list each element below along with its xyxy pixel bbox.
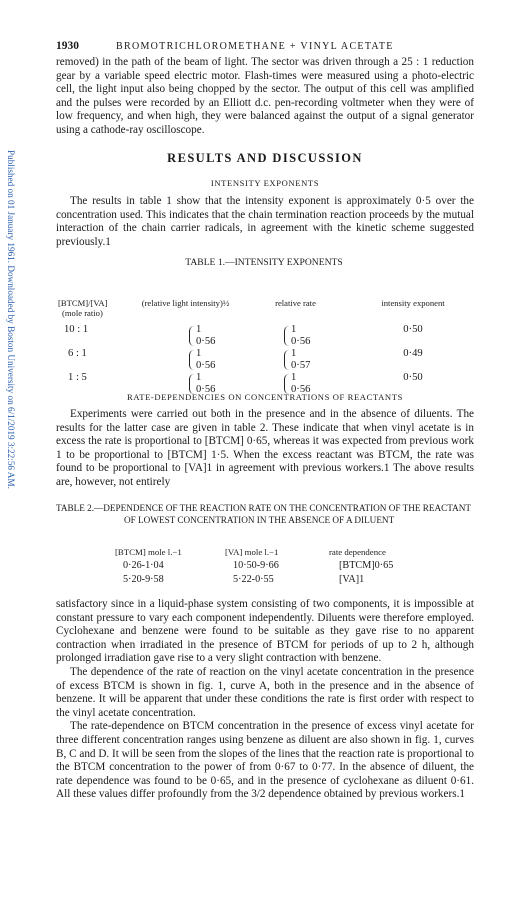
table2-btcm: 5·20-9·58 bbox=[123, 574, 164, 585]
light-value: 1 bbox=[196, 348, 202, 359]
relative-rate-pair bbox=[281, 348, 310, 372]
table2-btcm: 0·26-1·04 bbox=[123, 560, 164, 571]
table-row bbox=[58, 348, 478, 372]
intensity-paragraph bbox=[56, 195, 474, 249]
rate-value: 0·56 bbox=[291, 384, 311, 395]
light-value: 0·56 bbox=[196, 384, 216, 395]
light-value: 0·56 bbox=[196, 360, 216, 371]
table2-dependence: [VA]1 bbox=[339, 574, 365, 585]
light-value: 0·56 bbox=[196, 336, 216, 347]
table2-dependence: [BTCM]0·65 bbox=[339, 560, 394, 571]
rate-text: Experiments were carried out both in the presence and in the absence of diluents. The results for the latter case are given in table 2. These indicate that when vinyl acetate is in excess the rate is proportional to [BTCM] 0·65, whereas it was expected from previous work 1 to be proportional to [BTCM] 1·5. When the excess reactant was BTCM, the rate was found to be proportional to [VA]1 in agreement with previous workers.1 The above results are, however, not entirely bbox=[56, 408, 474, 488]
final-text: The rate-dependence on BTCM concentration in the presence of excess vinyl acetate for three different concentration ranges using benzene as diluent are also shown in fig. 1, curves B, C and D. It will be seen from the slopes of the lines that the reaction rate is proportional to the BTCM concentration to the power of from 0·67 to 0·77. In the absence of diluent, the rate dependence was found to be 0·65, and in the presence of cyclohexane as diluent 0·61. All these values differ profoundly from the 3/2 dependence obtained by previous workers.1 bbox=[56, 720, 474, 801]
rate-value: 1 bbox=[291, 348, 297, 359]
rate-value: 0·57 bbox=[291, 360, 311, 371]
table-row bbox=[115, 560, 407, 574]
table2-caption bbox=[56, 502, 476, 526]
table-row bbox=[58, 324, 478, 348]
body-continuation bbox=[56, 598, 474, 802]
table-row bbox=[115, 574, 407, 588]
table2-header-dependence: rate dependence bbox=[329, 547, 386, 557]
table1-exponent: 0·50 bbox=[403, 324, 423, 335]
table2-va: 5·22-0·55 bbox=[233, 574, 274, 585]
table1-header-ratio-unit: (mole ratio) bbox=[62, 308, 103, 318]
rate-paragraph bbox=[56, 408, 474, 490]
table1-caption: TABLE 1.—INTENSITY EXPONENTS bbox=[185, 257, 343, 268]
table2-caption-line1: TABLE 2.—DEPENDENCE OF THE REACTION RATE ON THE CONCENTRATION OF THE REACTANT bbox=[56, 503, 472, 513]
intro-paragraph bbox=[56, 56, 474, 138]
table1-ratio: 10 : 1 bbox=[64, 324, 89, 335]
subsection-rate: RATE-DEPENDENCIES ON CONCENTRATIONS OF REACTANTS bbox=[127, 392, 403, 402]
dependence-text: The dependence of the rate of reaction on the vinyl acetate concentration in the presence of excess BTCM is shown in fig. 1, curve A, both in the presence and in the absence of benzene. It will be apparent that under these conditions the rate is first order with respect to the vinyl acetate concentration. bbox=[56, 665, 474, 719]
table1-exponent: 0·49 bbox=[403, 348, 423, 359]
subsection-intensity: INTENSITY EXPONENTS bbox=[210, 178, 320, 188]
relative-rate-pair bbox=[281, 324, 310, 348]
light-value: 1 bbox=[196, 324, 202, 335]
download-watermark bbox=[2, 150, 16, 620]
rate-value: 1 bbox=[291, 372, 297, 383]
light-intensity-pair bbox=[186, 324, 215, 348]
download-watermark-text: Published on 01 January 1961. Downloaded by Boston University on 6/1/2019 3:22:56 AM. bbox=[6, 150, 16, 489]
page-number: 1930 bbox=[56, 40, 79, 52]
light-intensity-pair bbox=[186, 348, 215, 372]
table2-caption-line2: OF LOWEST CONCENTRATION IN THE ABSENCE OF A DILUENT bbox=[124, 515, 395, 525]
table2-header bbox=[115, 547, 407, 560]
results-heading bbox=[56, 151, 474, 191]
table1-header bbox=[58, 298, 478, 324]
table1 bbox=[58, 298, 478, 396]
section-title: RESULTS AND DISCUSSION bbox=[167, 151, 363, 165]
table2-va: 10·50-9·66 bbox=[233, 560, 279, 571]
running-title: BROMOTRICHLOROMETHANE + VINYL ACETATE bbox=[116, 41, 394, 52]
table1-header-intensity: (relative light intensity)½ bbox=[141, 298, 230, 308]
table1-ratio: 6 : 1 bbox=[68, 348, 87, 359]
table1-exponent: 0·50 bbox=[403, 372, 423, 383]
table1-ratio: 1 : 5 bbox=[68, 372, 87, 383]
table1-header-exponent: intensity exponent bbox=[381, 298, 445, 308]
table1-header-rate: relative rate bbox=[275, 298, 316, 308]
table1-header-ratio: [BTCM]/[VA] bbox=[58, 298, 108, 308]
rate-value: 0·56 bbox=[291, 336, 311, 347]
table2 bbox=[115, 547, 407, 588]
light-value: 1 bbox=[196, 372, 202, 383]
rate-value: 1 bbox=[291, 324, 297, 335]
intensity-text: The results in table 1 show that the intensity exponent is approximately 0·5 over the concentration used. This indicates that the chain termination reaction proceeds by the mutual interaction of the chain carrier radicals, in agreement with the kinetic scheme suggested previously.1 bbox=[56, 195, 474, 248]
table2-header-btcm: [BTCM] mole l.−1 bbox=[115, 547, 182, 557]
table2-header-va: [VA] mole l.−1 bbox=[225, 547, 279, 557]
intro-text: removed) in the path of the beam of light. The sector was driven through a 25 : 1 reduction gear by a variable speed electric motor. Flash-times were measured using a photo-electric cell, the light input also being chopped by the sector. The output of this cell was amplified and the pulses were recorded by an Elliott d.c. pen-recording voltmeter when they were of low frequency, and when high, they were balanced against the output of a signal generator using a cathode-ray oscilloscope. bbox=[56, 56, 474, 136]
satisfactory-text: satisfactory since in a liquid-phase system consisting of two components, it is impossible at constant pressure to vary each component independently. Diluents were therefore employed. Cyclohexane and benzene were found to be suitable as they gave rise to no apparent contraction when irradiated in the presence of BTCM for periods of up to 2 h, although prolonged irradiation gave rise to a very slight contraction with benzene. bbox=[56, 598, 474, 665]
